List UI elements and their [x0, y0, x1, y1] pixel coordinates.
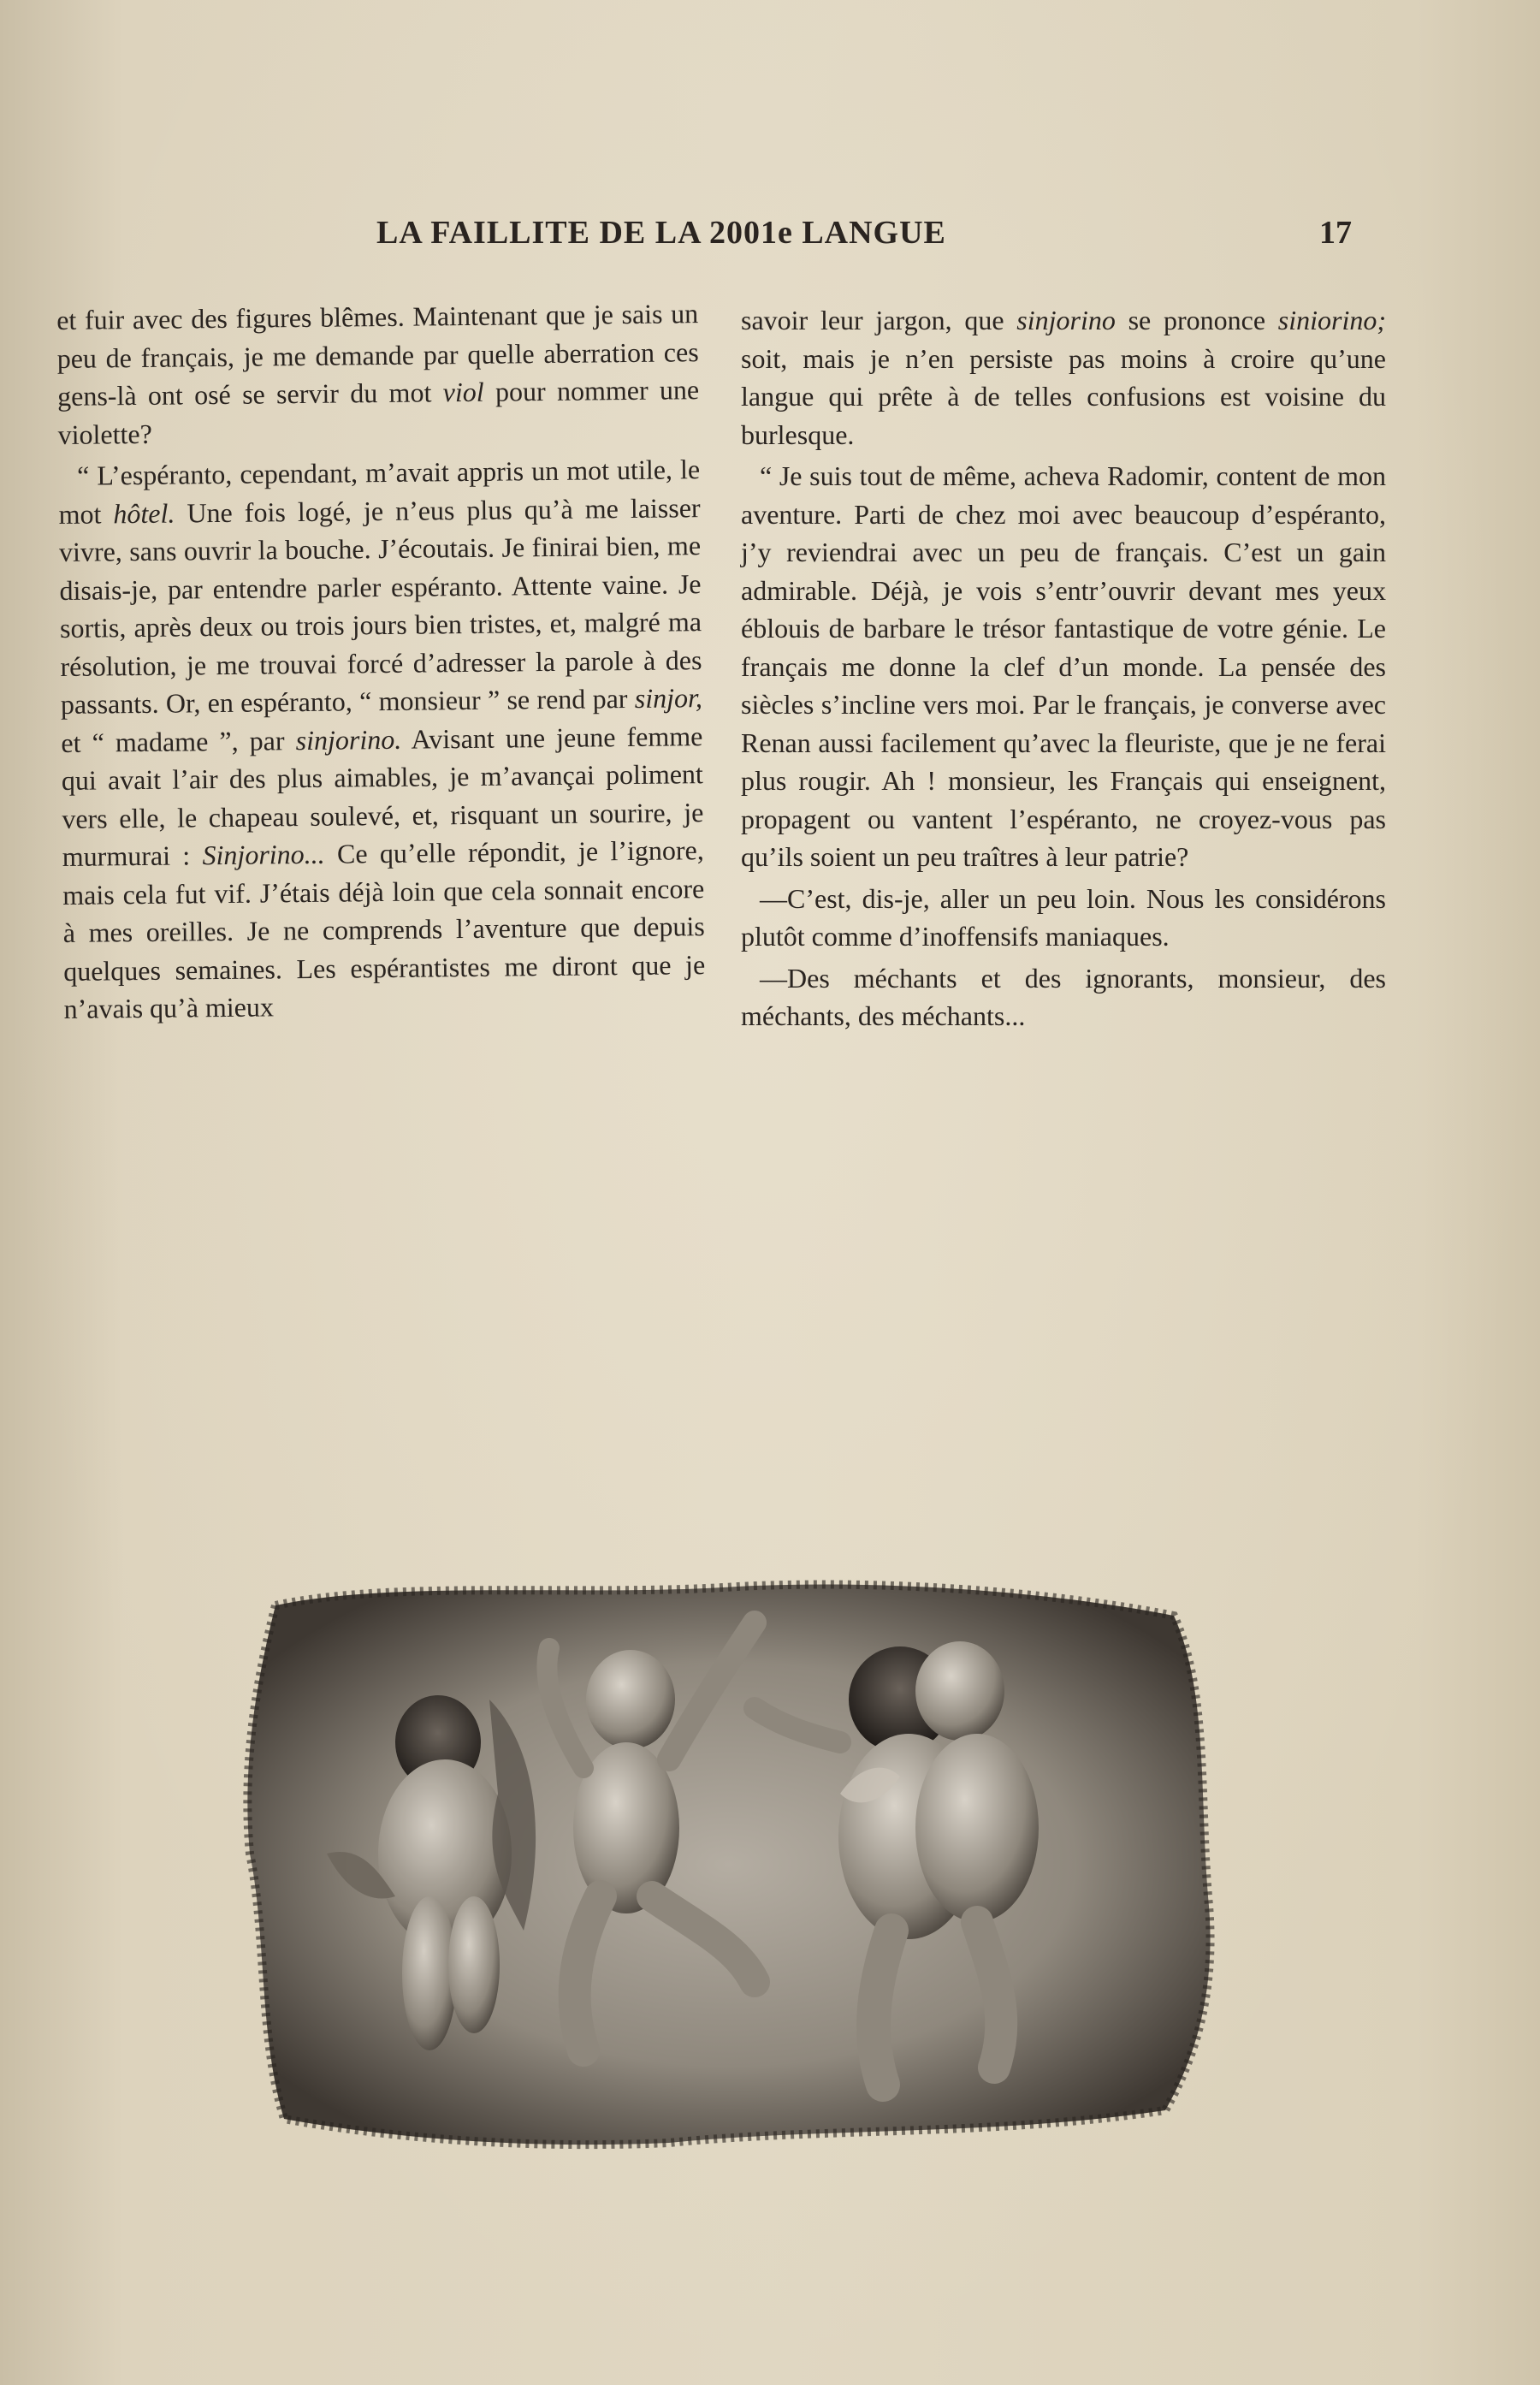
text-run: et fuir avec des figures blêmes. Maintenant que je sais un peu de français, je me demande par quelle aberration ces gens-là ont osé se servir du mot	[56, 298, 699, 412]
text-run: soit, mais je n’en persiste pas moins à croire qu’une langue qui prête à de telles confusions est voisine du burlesque.	[741, 342, 1386, 450]
text-run: Ce qu’elle répondit, je l’ignore, mais cela fut vif. J’étais déjà loin que cela sonnait encore à mes oreilles. Je ne comprends l’aventure que depuis quelques semaines. Les espérantistes me diront que je n’avais qu’à mieux	[62, 834, 706, 1024]
paragraph	[56, 294, 700, 454]
cherubs-illustration-icon	[224, 1571, 1223, 2153]
italic-word: hôtel.	[113, 497, 175, 529]
running-head	[376, 214, 1352, 262]
cherubs-vignette-illustration	[224, 1571, 1223, 2153]
text-run: se prononce	[1115, 305, 1278, 335]
text-run: Avisant une jeune femme qui avait l’air des plus aimables, je m’avançai poliment vers elle, le chapeau soulevé, et, risquant un sourire, je murmurai :	[61, 720, 704, 872]
page-number: 17	[1319, 215, 1352, 251]
italic-word: Sinjorino...	[202, 838, 325, 871]
text-run: pour nommer une violette?	[57, 374, 700, 450]
text-run: et “ madame ”, par	[61, 724, 296, 758]
right-text-column	[741, 301, 1386, 1037]
left-text-column	[56, 294, 706, 1029]
paragraph: —C’est, dis-je, aller un peu loin. Nous les considérons plutôt comme d’inoffensifs maniaques.	[741, 882, 1386, 952]
italic-word: sinjorino.	[295, 723, 402, 756]
italic-word: sinjorino	[1016, 305, 1116, 335]
italic-word: viol	[442, 376, 484, 408]
paragraph	[741, 301, 1386, 454]
italic-word: siniorino;	[1277, 305, 1386, 335]
text-run: “ L’espéranto, cependant, m’avait appris un mot utile, le mot	[58, 454, 701, 530]
paragraph: —Des méchants et des ignorants, monsieur, des méchants, des méchants...	[741, 962, 1386, 1031]
text-run: Une fois logé, je n’eus plus qu’à me laisser vivre, sans ouvrir la bouche. J’écoutais. Je finirai bien, me disais-je, par entendre parler espéranto. Attente vaine. Je sortis, après deux ou trois jours bien tristes, et, malgré ma résolution, je me trouvai forcé d’adresser la parole à des passants. Or, en espéranto, “ monsieur ” se rend par	[58, 491, 702, 720]
paragraph	[58, 450, 706, 1028]
text-run: savoir leur jargon, que	[741, 305, 1017, 335]
paragraph: “ Je suis tout de même, acheva Radomir, content de mon aventure. Parti de chez moi avec beaucoup d’espéranto, j’y reviendrai avec un peu de français. C’est un gain admirable. Déjà, je vois s’entr’ouvrir devant mes yeux éblouis de barbare le trésor fantastique de votre génie. Le français me donne la clef d’un monde. La pensée des siècles s’incline vers moi. Par le français, je converse avec Renan aussi facilement qu’avec la fleuriste, que je ne ferai plus rougir. Ah ! monsieur, les Français qui enseignent, propagent ou vantent l’espéranto, ne croyez-vous pas qu’ils soient un peu traîtres à leur patrie?	[741, 460, 1386, 872]
italic-word: sinjor,	[634, 682, 703, 714]
running-title: LA FAILLITE DE LA 2001e LANGUE	[376, 215, 946, 251]
